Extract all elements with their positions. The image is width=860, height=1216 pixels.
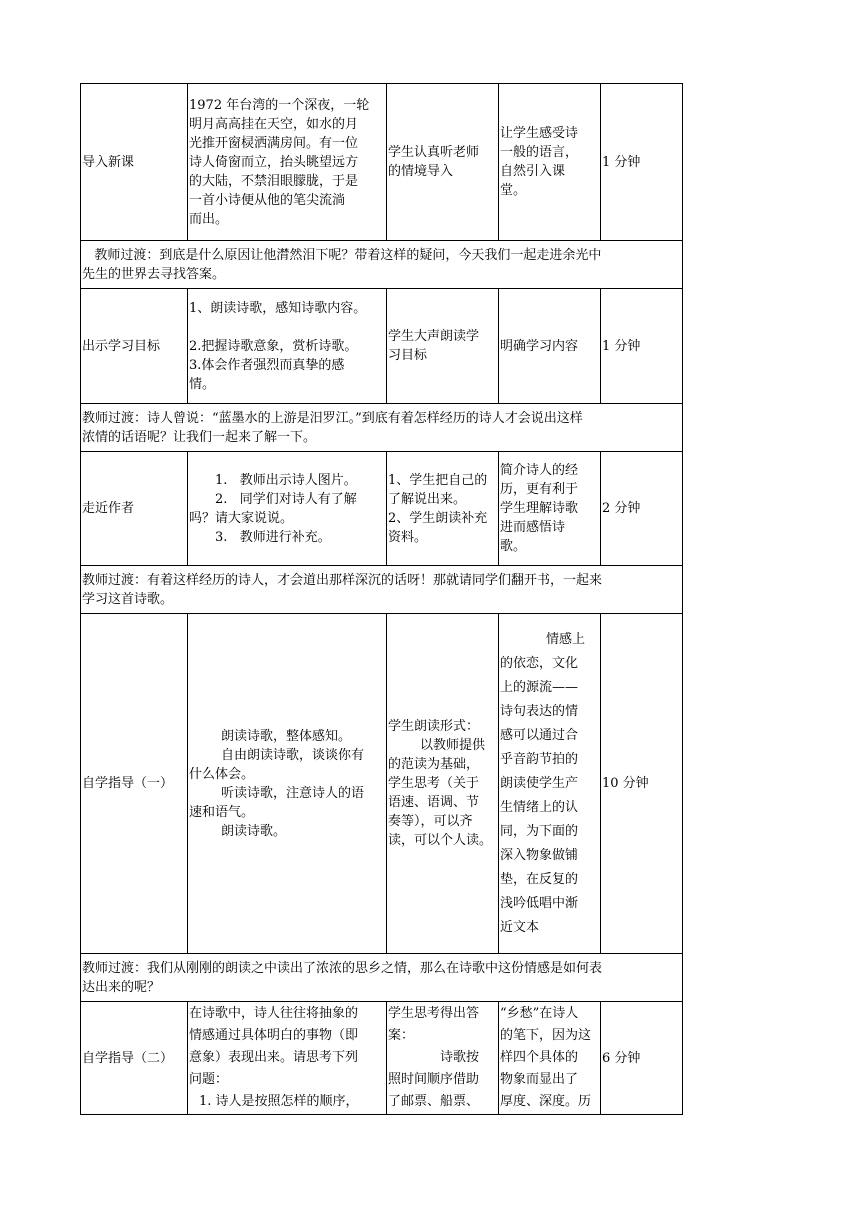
time-cell: 1 分钟: [601, 289, 683, 404]
stage-cell: 自学指导（二）: [81, 1002, 188, 1115]
content-line: 3. 教师进行补充。: [215, 529, 331, 545]
transition-cell: [81, 241, 683, 289]
content-line: 的大陆，不禁泪眼朦胧，于是: [189, 173, 359, 189]
content-line: 意象）表现出来。请思考下列: [189, 1050, 359, 1065]
design-intent-cell: [499, 84, 601, 241]
intent-line: 厚度、深度。历: [500, 1094, 592, 1109]
student-activity-cell: [387, 84, 499, 241]
design-intent-cell: [499, 1002, 601, 1115]
content-line: 诗人倚窗而立，抬头眺望远方: [189, 154, 359, 170]
student-line: 学生大声朗读学: [388, 329, 480, 344]
student-activity-cell: [387, 452, 499, 566]
content-line: 3.体会作者强烈而真挚的感: [189, 357, 345, 373]
design-intent-cell: [499, 614, 601, 954]
student-line: 2、学生朗读补充: [388, 510, 488, 526]
content-line: 1. 教师出示诗人图片。: [215, 472, 357, 488]
intent-line: 学生理解诗歌: [500, 501, 579, 516]
design-intent-cell: [499, 452, 601, 566]
time-cell: 6 分钟: [601, 1002, 683, 1115]
transition-line: 教师过渡：有着这样经历的诗人，才会道出那样深沉的话呀！那就请同学们翻开书，一起来: [82, 572, 603, 588]
content-line: 1972 年台湾的一个深夜，一轮: [189, 97, 370, 113]
activity-cell: [188, 289, 387, 404]
content-line: 朗读诗歌。: [221, 823, 287, 839]
student-line: 资料。: [388, 529, 428, 545]
content-line: 光推开窗棂洒满房间。有一位: [189, 135, 359, 151]
student-line: 诗歌按: [440, 1050, 480, 1065]
transition-cell: [81, 566, 683, 614]
stage-cell: 出示学习目标: [81, 289, 188, 404]
student-activity-cell: [387, 289, 499, 404]
transition-line: 教师过渡：我们从刚刚的朗读之中读出了浓浓的思乡之情，那么在诗歌中这份情感是如何表: [82, 960, 603, 976]
transition-line: 教师过渡：诗人曾说：“蓝墨水的上游是汨罗江。”到底有着怎样经历的诗人才会说出这样: [82, 410, 583, 426]
intent-line: 的依恋，文化: [500, 655, 579, 671]
activity-cell: [188, 1002, 387, 1115]
lesson-plan-table: [80, 83, 683, 1115]
intent-line: 感可以通过合: [500, 727, 579, 743]
transition-line: 浓情的话语呢？让我们一起来了解一下。: [82, 429, 317, 445]
transition-line: 教师过渡：到底是什么原因让他潸然泪下呢？带着这样的疑问，今天我们一起走进余光中: [82, 247, 602, 263]
content-line: 什么体会。: [189, 766, 255, 782]
content-line: 吗？请大家说说。: [189, 510, 294, 526]
table-row: [81, 614, 683, 954]
activity-cell: [188, 452, 387, 566]
student-line: 习目标: [388, 348, 428, 363]
content-line: 1. 诗人是按照怎样的顺序，: [199, 1094, 359, 1109]
content-line: 而出。: [189, 211, 229, 227]
intent-line: 自然引入课: [500, 164, 566, 179]
intent-line: 乎音韵节拍的: [500, 751, 579, 767]
intent-line: 一般的语言，: [500, 145, 579, 160]
content-line: 一首小诗便从他的笔尖流淌: [189, 192, 346, 208]
intent-line: 浅吟低唱中渐: [500, 895, 579, 911]
table-row: [81, 289, 683, 404]
intent-line: 物象而显出了: [500, 1072, 579, 1087]
content-line: 1、朗读诗歌，感知诗歌内容。: [189, 300, 367, 316]
student-line: 奏等），可以齐: [388, 814, 473, 829]
content-line: [189, 318, 386, 337]
student-activity-cell: [387, 1002, 499, 1115]
intent-line: 朗读使学生产: [500, 775, 579, 791]
stage-cell: 走近作者: [81, 452, 188, 566]
transition-row: [81, 404, 683, 452]
content-line: 2. 同学们对诗人有了解: [215, 491, 357, 507]
content-line: 明月高高挂在天空，如水的月: [189, 116, 359, 132]
intent-line: 堂。: [500, 183, 527, 198]
intent-line: 样四个具体的: [500, 1050, 579, 1065]
intent-line: 的笔下，因为这: [500, 1028, 592, 1043]
student-line: 1、学生把自己的: [388, 472, 488, 488]
student-line: 了解说出来。: [388, 491, 467, 507]
activity-cell: [188, 84, 387, 241]
stage-cell: 导入新课: [81, 84, 188, 241]
transition-row: [81, 954, 683, 1002]
intent-line: 让学生感受诗: [500, 126, 579, 141]
stage-cell: 自学指导（一）: [81, 614, 188, 954]
intent-line: 进而感悟诗: [500, 520, 566, 535]
transition-line: 达出来的呢？: [82, 979, 161, 995]
student-line: 学生认真听老师: [388, 145, 480, 160]
intent-line: 诗句表达的情: [500, 703, 579, 719]
table-row: [81, 1002, 683, 1115]
time-cell: 2 分钟: [601, 452, 683, 566]
content-line: 问题：: [189, 1072, 229, 1087]
student-line: 学生思考（关于: [388, 776, 480, 791]
content-line: 朗读诗歌，整体感知。: [221, 728, 352, 744]
student-line: 了邮票、船票、: [388, 1094, 480, 1109]
transition-row: [81, 241, 683, 289]
time-cell: 10 分钟: [601, 614, 683, 954]
student-line: 的情境导入: [388, 164, 454, 179]
intent-line: 近文本: [500, 919, 540, 935]
transition-row: [81, 566, 683, 614]
intent-line: 生情绪上的认: [500, 799, 579, 815]
content-line: 速和语气。: [189, 804, 255, 820]
student-line: 照时间顺序借助: [388, 1072, 480, 1087]
student-line: 语速、语调、节: [388, 795, 480, 810]
transition-cell: [81, 954, 683, 1002]
intent-line: 同，为下面的: [500, 823, 579, 839]
content-line: 情。: [189, 376, 216, 392]
activity-cell: [188, 614, 387, 954]
transition-line: 先生的世界去寻找答案。: [82, 266, 226, 282]
student-line: 的范读为基础，: [388, 757, 480, 772]
intent-line: 歌。: [500, 539, 527, 554]
intent-line: 情感上: [546, 631, 586, 647]
transition-cell: [81, 404, 683, 452]
intent-line: “乡愁”在诗人: [500, 1006, 579, 1021]
intent-line: 简介诗人的经: [500, 463, 579, 478]
content-line: 2.把握诗歌意象，赏析诗歌。: [189, 338, 358, 354]
student-line: 学生朗读形式：: [388, 719, 480, 734]
content-line: 在诗歌中，诗人往往将抽象的: [189, 1006, 359, 1021]
student-line: 读，可以个人读。: [388, 833, 493, 848]
student-line: 学生思考得出答: [388, 1006, 480, 1021]
student-line: 案：: [388, 1028, 415, 1043]
student-line: 以教师提供: [420, 738, 486, 753]
table-row: [81, 452, 683, 566]
transition-line: 学习这首诗歌。: [82, 591, 174, 607]
table-row: [81, 84, 683, 241]
time-cell: 1 分钟: [601, 84, 683, 241]
intent-line: 明确学习内容: [500, 338, 579, 354]
intent-line: 垫，在反复的: [500, 871, 579, 887]
intent-line: 深入物象做铺: [500, 847, 579, 863]
student-activity-cell: [387, 614, 499, 954]
content-line: 听读诗歌，注意诗人的语: [221, 785, 365, 801]
content-line: 情感通过具体明白的事物（即: [189, 1028, 359, 1043]
intent-line: 历，更有利于: [500, 482, 579, 497]
content-line: 自由朗读诗歌，谈谈你有: [221, 747, 365, 763]
design-intent-cell: [499, 289, 601, 404]
intent-line: 上的源流——: [500, 679, 579, 695]
